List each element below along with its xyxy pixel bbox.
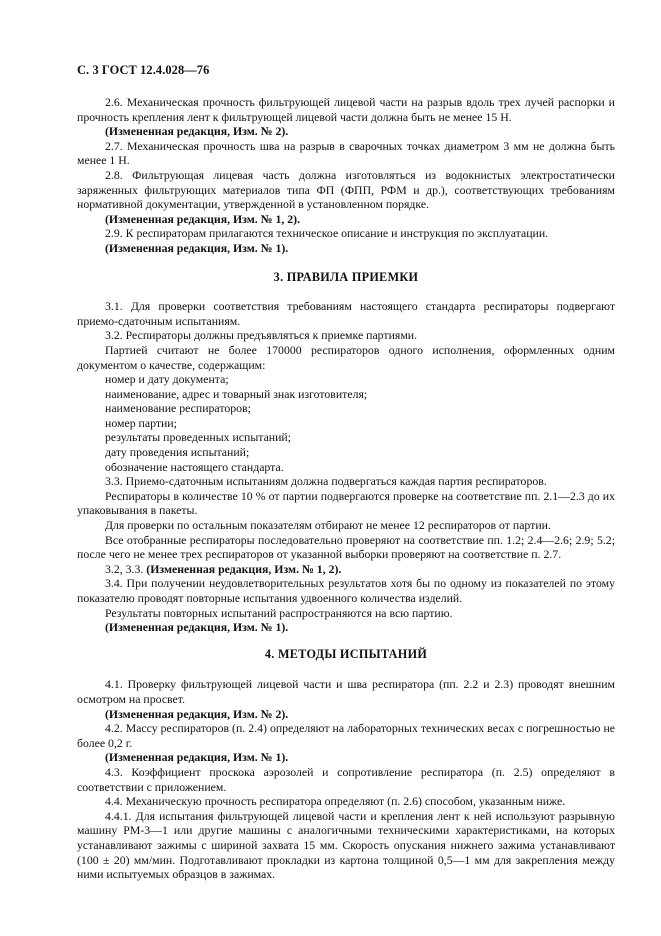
list-item: номер и дату документа; bbox=[105, 372, 229, 387]
clause-3-3: 3.3. Приемо-сдаточным испытаниям должна подвергаться каждая партия респираторов. bbox=[105, 474, 547, 489]
selected-respirators: Все отобранные респираторы последовательно проверяют на соответствие пп. 1.2; 2.4—2.6; 2.9; 5.2; после чего не менее трех респираторов от указанной выборки проверяют на соответствие п. 2.7. bbox=[77, 532, 615, 562]
list-item: обозначение настоящего стандарта. bbox=[105, 459, 284, 474]
edition-note: (Измененная редакция, Изм. № 1). bbox=[105, 240, 289, 255]
edition-note: (Измененная редакция, Изм. № 2). bbox=[105, 706, 289, 721]
page-body bbox=[77, 95, 615, 882]
clause-4-1: 4.1. Проверку фильтрующей лицевой части и шва респиратора (пп. 2.2 и 2.3) проводят внешним осмотром на просвет. bbox=[77, 677, 615, 706]
section-3-title: 3. ПРАВИЛА ПРИЕМКИ bbox=[273, 269, 419, 284]
list-item: результаты проведенных испытаний; bbox=[105, 430, 292, 445]
edition-note-3-2-3-3 bbox=[77, 562, 615, 577]
clause-4-3: 4.3. Коэффициент проскока аэрозолей и сопротивление респиратора (п. 2.5) определяют в соответствии с приложением. bbox=[77, 764, 615, 794]
edition-note: (Измененная редакция, Изм. № 1). bbox=[105, 750, 289, 765]
clause-4-2: 4.2. Массу респираторов (п. 2.4) определяют на лабораторных технических весах с погрешностью не более 0,2 г. bbox=[77, 721, 615, 750]
edition-note: (Измененная редакция, Изм. № 1). bbox=[105, 620, 289, 635]
clause-2-7: 2.7. Механическая прочность шва на разрыв в сварочных точках диаметром 3 мм не должна быть менее 1 Н. bbox=[77, 138, 615, 168]
list-item: наименование респираторов; bbox=[105, 401, 251, 416]
sampling-12: Для проверки по остальным показателям отбирают не менее 12 респираторов от партии. bbox=[105, 518, 551, 533]
list-item: наименование, адрес и товарный знак изготовителя; bbox=[105, 386, 368, 401]
repeat-results: Результаты повторных испытаний распространяются на всю партию. bbox=[105, 605, 453, 620]
list-item: дату проведения испытаний; bbox=[105, 445, 250, 460]
section-4-title: 4. МЕТОДЫ ИСПЫТАНИЙ bbox=[264, 646, 428, 661]
clause-3-1: 3.1. Для проверки соответствия требованиям настоящего стандарта респираторы подвергают приемо-сдаточным испытаниям. bbox=[77, 299, 615, 328]
edition-note: (Измененная редакция, Изм. № 1, 2). bbox=[146, 561, 342, 576]
party-definition: Партией считают не более 170000 респираторов одного исполнения, оформленных одним документом о качестве, содержащим: bbox=[77, 342, 615, 372]
sampling-10-percent: Респираторы в количестве 10 % от партии подвергаются проверке на соответствие пп. 2.1—2.3 до их упаковывания в пакеты. bbox=[77, 488, 615, 518]
edition-note: (Измененная редакция, Изм. № 2). bbox=[105, 124, 289, 139]
clause-3-2: 3.2. Респираторы должны предъявляться к приемке партиями. bbox=[105, 328, 418, 343]
clause-2-8: 2.8. Фильтрующая лицевая часть должна изготовляться из водокнистых электростатически заряженных фильтрующих материалов типа ФП (ФПП, РФМ и др.), соответствующих требованиям нормативной документации, утвержденной в установленном порядке. bbox=[77, 167, 615, 212]
clause-2-6: 2.6. Механическая прочность фильтрующей лицевой части на разрыв вдоль трех лучей распорки и прочность крепления лент к фильтрующей лицевой части должна быть не менее 15 Н. bbox=[77, 95, 615, 124]
clause-3-4: 3.4. При получении неудовлетворительных результатов хотя бы по одному из показателей по этому показателю проводят повторные испытания удвоенного количества изделий. bbox=[77, 576, 615, 605]
edition-note: (Измененная редакция, Изм. № 1, 2). bbox=[105, 211, 301, 226]
clause-4-4: 4.4. Механическую прочность респиратора определяют (п. 2.6) способом, указанным ниже. bbox=[105, 794, 566, 809]
clause-4-4-1: 4.4.1. Для испытания фильтрующей лицевой части и крепления лент к ней используют разрывную машину РМ-3—1 или другие машины с аналогичными техническими характеристиками, на которых устанавливают зажимы с шириной захвата 15 мм. Скорость опускания нижнего зажима устанавливают (100 ± 20) мм/мин. Подготавливают прокладки из картона толщиной 0,5—1 мм для закрепления между ними испытуемых образцов в зажимах. bbox=[77, 808, 615, 882]
list-item: номер партии; bbox=[105, 415, 177, 430]
page-header: С. 3 ГОСТ 12.4.028—76 bbox=[77, 63, 210, 77]
clause-2-9: 2.9. К респираторам прилагаются техническое описание и инструкция по эксплуатации. bbox=[105, 226, 549, 241]
clause-number: 3.2, 3.3. bbox=[105, 561, 144, 576]
